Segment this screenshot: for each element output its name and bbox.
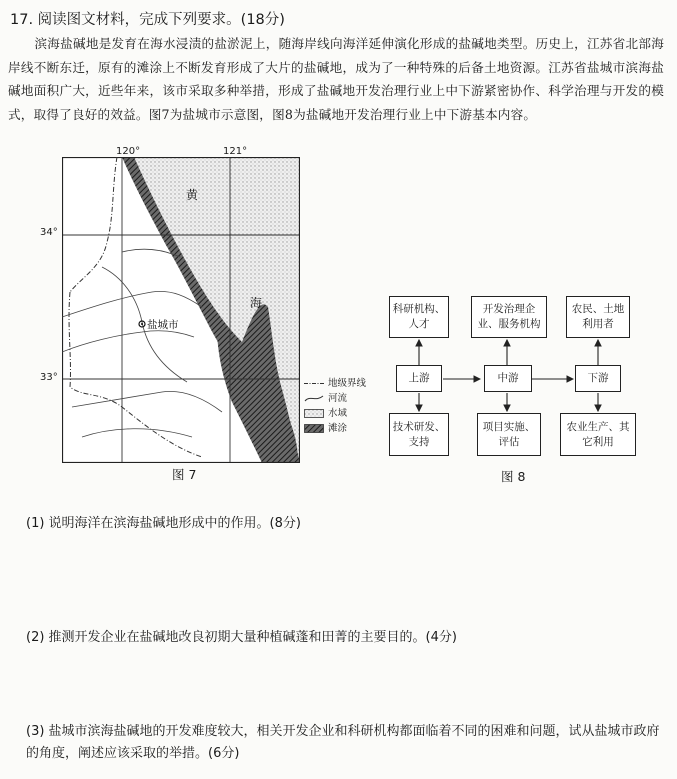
light-hatch-icon (304, 409, 324, 418)
sea-char-2: 海 (250, 296, 263, 310)
subquestion-2: (2) 推测开发企业在盐碱地改良初期大量种植碱蓬和田菁的主要目的。(4分) (26, 630, 457, 645)
legend-label-tidal: 滩涂 (328, 423, 348, 434)
box-tech-rd: 技术研发、支持 (389, 413, 449, 456)
box-upstream: 上游 (396, 365, 442, 392)
box-agriculture: 农业生产、其它利用 (560, 413, 636, 456)
figure8-caption: 图 8 (501, 469, 526, 484)
yancheng-map (62, 157, 300, 463)
city-label: 盐城市 (147, 319, 179, 331)
legend-row-boundary (304, 376, 366, 391)
figure7-caption: 图 7 (172, 467, 197, 482)
legend-row-water (304, 406, 366, 421)
legend-row-river (304, 391, 366, 406)
dark-hatch-icon (304, 424, 324, 433)
box-research-institutions: 科研机构、人才 (389, 296, 449, 338)
river-2 (62, 331, 194, 352)
box-downstream: 下游 (575, 365, 621, 392)
sea-char-1: 黄 (186, 188, 199, 202)
box-project-implementation: 项目实施、评估 (477, 413, 541, 456)
legend-row-tidal (304, 421, 366, 436)
subquestion-1: (1) 说明海洋在滨海盐碱地形成中的作用。(8分) (26, 516, 301, 531)
map-svg (62, 157, 300, 463)
latitude-label-33: 33° (40, 372, 58, 383)
box-midstream: 中游 (484, 365, 532, 392)
latitude-label-34: 34° (40, 227, 58, 238)
box-farmers: 农民、土地利用者 (566, 296, 630, 338)
longitude-label-121: 121° (223, 146, 248, 157)
river-6 (82, 429, 192, 437)
subquestion-3: (3) 盐城市滨海盐碱地的开发难度较大，相关开发企业和科研机构都面临着不同的困难和问题，试从盐城市政府的角度，阐述应该采取的举措。(6分) (26, 724, 660, 761)
river-4 (72, 391, 222, 412)
legend-label-boundary: 地级界线 (328, 378, 367, 389)
question-header: 17. 阅读图文材料，完成下列要求。(18分) (10, 12, 285, 28)
map-legend (304, 376, 366, 436)
river-line-icon (304, 394, 324, 403)
dash-dot-line-icon (304, 379, 324, 388)
box-development-enterprises: 开发治理企业、服务机构 (471, 296, 547, 338)
legend-label-water: 水域 (328, 408, 348, 419)
longitude-label-120: 120° (116, 146, 141, 157)
question-paragraph: 滨海盐碱地是发育在海水浸渍的盐淤泥上，随海岸线向海洋延伸演化形成的盐碱地类型。历史上，江苏省北部海岸线不断东迁，原有的滩涂上不断发育形成了大片的盐碱地，成为了一种特殊的后备土地资源。江苏省盐城市滨海盐碱地面积广大，近些年来，该市采取多种举措，形成了盐碱地开发治理行业上中下游紧密协作、科学治理与开发的模式，取得了良好的效益。图7为盐城市示意图，图8为盐碱地开发治理行业上中下游基本内容。 (8, 36, 664, 122)
legend-label-river: 河流 (328, 393, 348, 404)
